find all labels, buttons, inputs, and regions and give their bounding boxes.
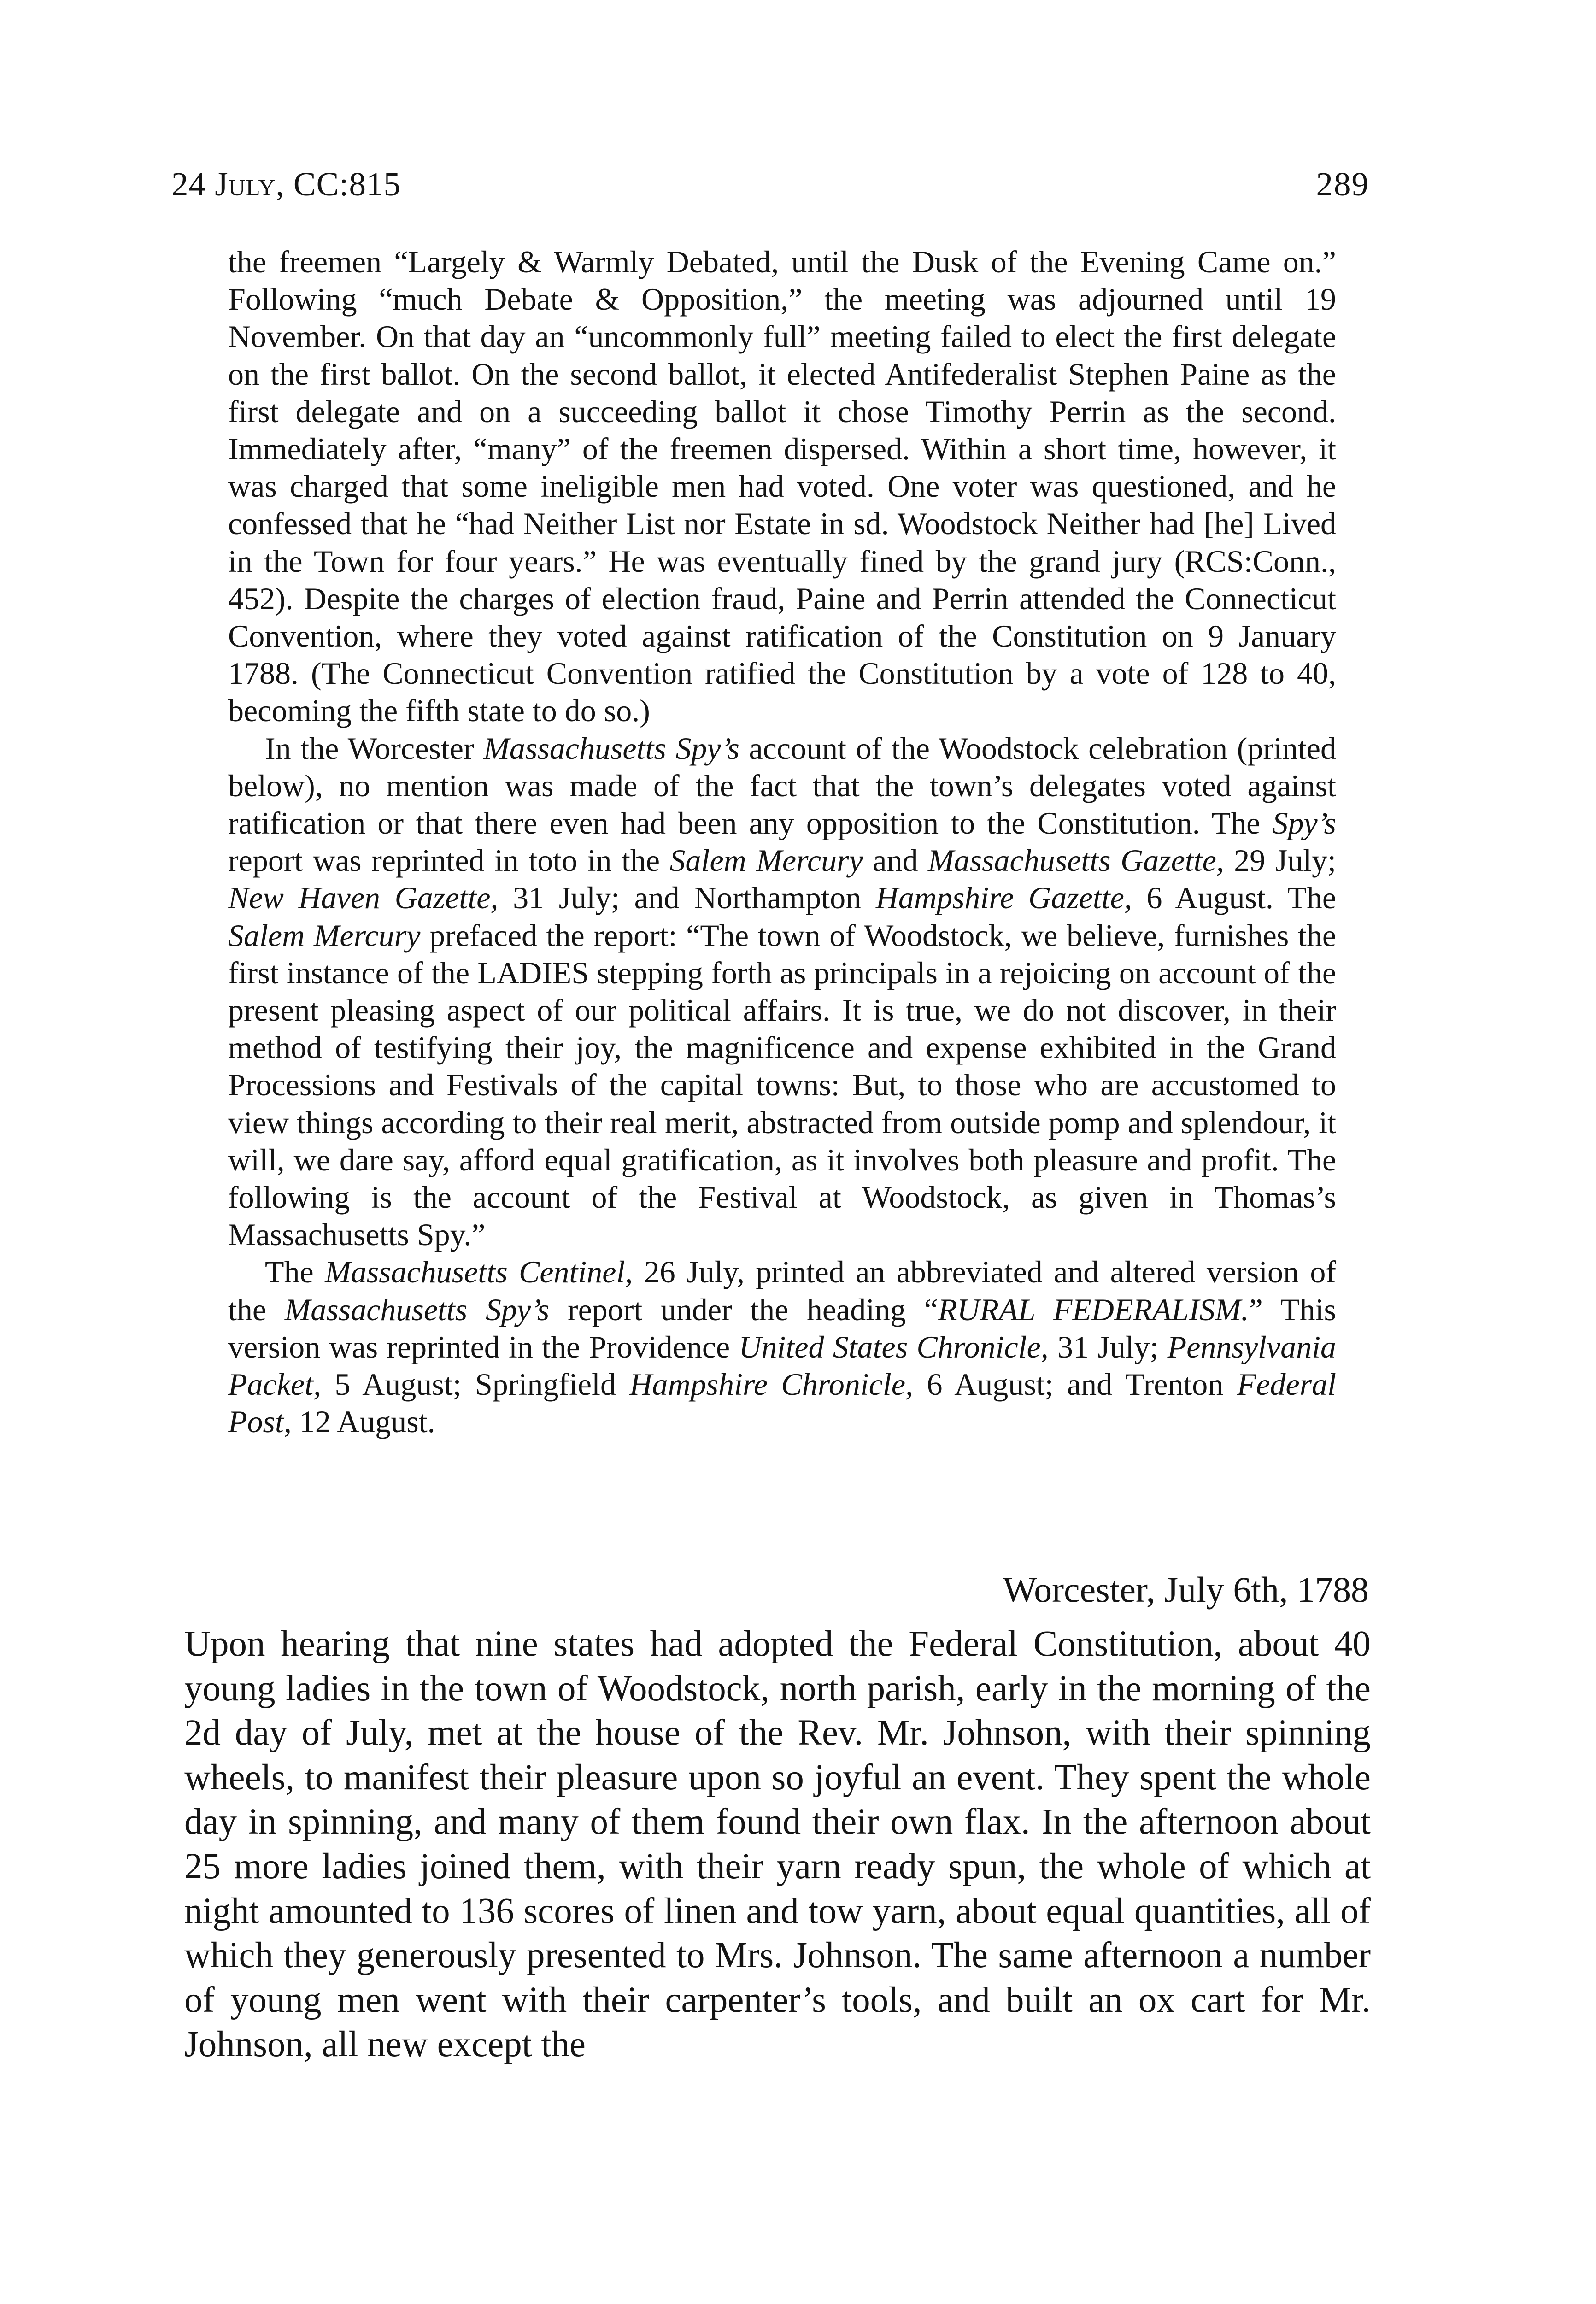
italic-title: Massachusetts Gazette, — [927, 843, 1224, 878]
editorial-paragraph-1: the freemen “Largely & Warmly Debated, until the Dusk of the Evening Came on.” Following “much Debate & Opposition,” the meeting was adjourned until 19 November. On that day an “uncommonly full” meeting failed to elect the first delegate on the first ballot. On the second ballot, it elected Antifederalist Stephen Paine as the first delegate and on a succeeding ballot it chose Timothy Perrin as the second. Immediately after, “many” of the freemen dispersed. Within a short time, however, it was charged that some ineligible men had voted. One voter was questioned, and he confessed that he “had Neither List nor Estate in sd. Woodstock Neither had [he] Lived in the Town for four years.” He was eventually fined by the grand jury (RCS:Conn., 452). Despite the charges of election fraud, Paine and Perrin attended the Connecticut Convention, where they voted against ratification of the Constitution on 9 January 1788. (The Connecticut Convention ratified the Constitution by a vote of 128 to 40, becoming the fifth state to do so.) — [228, 244, 1336, 729]
italic-title: Federal Post, — [228, 1367, 1337, 1440]
text-run: 6 August; and Trenton — [913, 1367, 1237, 1402]
document-body: Upon hearing that nine states had adopted the Federal Constitution, about 40 young ladies in the town of Woodstock, north parish, early in the morning of the 2d day of July, met at the house of the Rev. Mr. Johnson, with their spinning wheels, to manifest their pleasure upon so joyful an event. They spent the whole day in spinning, and many of them found their own flax. In the afternoon about 25 more ladies joined them, with their yarn ready spun, the whole of which at night amounted to 136 scores of linen and tow yarn, about equal quantities, all of which they generously presented to Mrs. Johnson. The same afternoon a number of young men went with their carpenter’s tools, and built an ox cart for Mr. Johnson, all new except the — [184, 1624, 1371, 2065]
italic-title: Salem Mercury — [669, 843, 863, 878]
italic-title: Spy’s — [1272, 805, 1336, 841]
italic-title: Massachusetts Spy’s — [483, 730, 739, 766]
text-run: 6 August. The — [1132, 880, 1337, 916]
text-run: 29 July; — [1224, 843, 1336, 878]
text-run: prefaced the report: “The town of Woodstock, we believe, furnishes the first instance of the LADIES stepping forth as principals in a rejoicing on account of the present pleasing aspect of our political affairs. It is true, we do not discover, in their method of testifying their joy, the magnificence and expense exhibited in the Grand Processions and Festivals of the capital towns: But, to those who are accustomed to view things according to their real merit, abstracted from outside pomp and splendour, it will, we dare say, afford equal gratification, as it involves both pleasure and profit. The following is the account of the Festival at Woodstock, as given in Thomas’s Massachusetts Spy.” — [228, 917, 1336, 1252]
running-head — [171, 159, 1369, 210]
text-run: and — [863, 843, 928, 878]
editorial-paragraph-3 — [228, 1253, 1336, 1440]
italic-title: Salem Mercury — [228, 917, 421, 953]
text-run: In the Worcester — [265, 730, 484, 766]
text-run: The — [265, 1254, 325, 1290]
text-run: 5 August; Springfield — [321, 1367, 630, 1402]
editorial-paragraph-2 — [228, 730, 1336, 1254]
italic-title: Hampshire Gazette, — [875, 880, 1132, 916]
running-head-reference: 24 July, CC:815 — [171, 165, 401, 203]
text-run: report was reprinted in toto in the — [228, 843, 670, 878]
text-run: account of the Woodstock celebration (printed below), no mention was made of the fact that the town’s delegates voted against ratification or that there even had been any opposition to the Constitution. The — [228, 730, 1336, 841]
italic-title: Pennsylvania Packet, — [228, 1329, 1337, 1402]
text-run: 31 July; and Northampton — [498, 880, 876, 916]
text-run: ” This version was reprinted in the Providence — [228, 1292, 1337, 1364]
running-head-month: July — [215, 165, 276, 203]
italic-title: RURAL FEDERALISM. — [938, 1292, 1249, 1327]
text-run: report under the heading “ — [549, 1292, 938, 1327]
italic-title: Massachusetts Centinel, — [325, 1254, 633, 1290]
document-dateline: Worcester, July 6th, 1788 — [1003, 1569, 1369, 1610]
italic-title: Hampshire Chronicle, — [629, 1367, 914, 1402]
text-run: 31 July; — [1048, 1329, 1168, 1364]
italic-title: New Haven Gazette, — [228, 880, 499, 916]
italic-title: United States Chronicle, — [739, 1329, 1049, 1364]
editorial-note — [228, 243, 1336, 1441]
running-head-day: 24 — [171, 165, 206, 203]
page-number: 289 — [1316, 165, 1369, 203]
text-run: 26 July, printed an abbreviated and altered version of the — [228, 1254, 1337, 1327]
text-run: 12 August. — [291, 1404, 435, 1440]
italic-title: Massachusetts Spy’s — [284, 1292, 550, 1327]
running-head-ref: CC:815 — [293, 165, 401, 203]
